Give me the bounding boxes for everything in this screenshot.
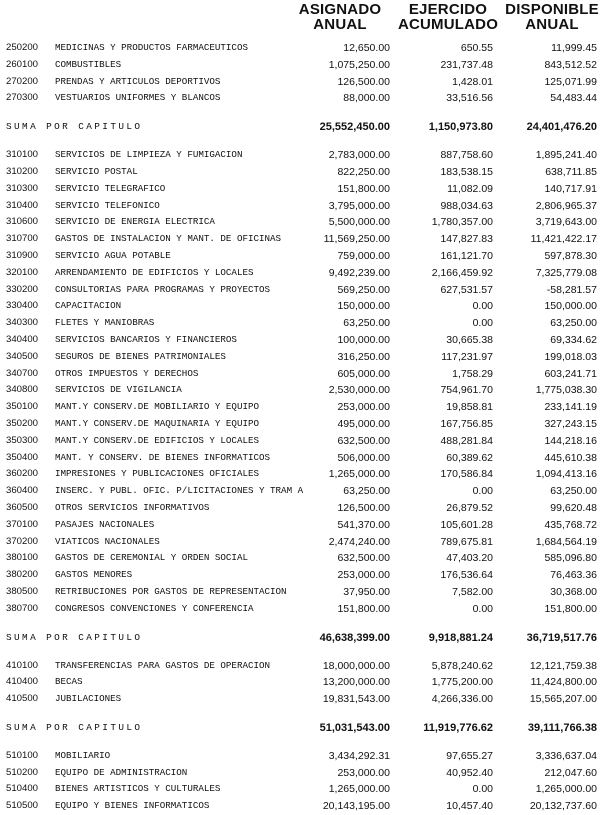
account-code: 340500 xyxy=(6,350,39,362)
account-code: 310300 xyxy=(6,182,39,194)
account-description: IMPRESIONES Y PUBLICACIONES OFICIALES xyxy=(55,468,259,480)
asignado-value: 2,530,000.00 xyxy=(328,384,390,397)
table-row xyxy=(0,691,600,708)
table-row xyxy=(0,181,600,198)
chapter-total-row xyxy=(0,116,600,138)
asignado-value: 506,000.00 xyxy=(337,451,390,464)
asignado-value: 759,000.00 xyxy=(337,249,390,262)
asignado-value: 126,500.00 xyxy=(337,501,390,514)
table-row xyxy=(0,674,600,691)
asignado-value: 3,795,000.00 xyxy=(328,199,390,212)
account-description: OTROS SERVICIOS INFORMATIVOS xyxy=(55,501,210,513)
account-code: 260100 xyxy=(6,58,39,70)
asignado-value: 632,500.00 xyxy=(337,552,390,565)
ejercido-value: 183,538.15 xyxy=(440,165,493,178)
table-row xyxy=(0,164,600,181)
account-code: 270200 xyxy=(6,75,39,87)
disponible-value: 603,241.71 xyxy=(544,367,597,380)
chapter-total-label: SUMA POR CAPITULO xyxy=(6,631,143,643)
account-code: 330200 xyxy=(6,283,39,295)
asignado-value: 253,000.00 xyxy=(337,766,390,779)
ejercido-value: 231,737.48 xyxy=(440,58,493,71)
disponible-value: 7,325,779.08 xyxy=(535,266,597,279)
ejercido-value: 167,756.85 xyxy=(440,417,493,430)
asignado-value: 63,250.00 xyxy=(343,485,390,498)
asignado-value: 88,000.00 xyxy=(343,92,390,105)
disponible-value: 99,620.48 xyxy=(550,501,597,514)
ejercido-value: 754,961.70 xyxy=(440,384,493,397)
disponible-value: 3,719,643.00 xyxy=(535,216,597,229)
account-code: 380500 xyxy=(6,585,39,597)
account-description: VESTUARIOS UNIFORMES Y BLANCOS xyxy=(55,92,221,104)
asignado-value: 37,950.00 xyxy=(343,585,390,598)
disponible-value: 2,806,965.37 xyxy=(535,199,597,212)
table-row xyxy=(0,550,600,567)
account-code: 350300 xyxy=(6,434,39,446)
account-code: 380700 xyxy=(6,602,39,614)
total-asignado-value: 51,031,543.00 xyxy=(319,721,390,734)
header-ejercido-line1: EJERCIDO xyxy=(408,1,488,18)
account-description: RETRIBUCIONES POR GASTOS DE REPRESENTACION xyxy=(55,585,287,597)
disponible-value: 11,421,422.17 xyxy=(530,233,597,246)
table-row xyxy=(0,584,600,601)
disponible-value: 125,071.99 xyxy=(544,75,597,88)
ejercido-value: 40,952.40 xyxy=(446,766,493,779)
total-ejercido-value: 11,919,776.62 xyxy=(423,721,493,734)
table-row xyxy=(0,416,600,433)
account-code: 360400 xyxy=(6,485,39,497)
account-description: FLETES Y MANIOBRAS xyxy=(55,317,155,329)
account-code: 350200 xyxy=(6,417,39,429)
account-description: PASAJES NACIONALES xyxy=(55,518,155,530)
ejercido-value: 5,878,240.62 xyxy=(431,659,493,672)
asignado-value: 605,000.00 xyxy=(337,367,390,380)
total-disponible-value: 36,719,517.76 xyxy=(526,631,597,644)
ejercido-value: 147,827.83 xyxy=(440,233,493,246)
disponible-value: 445,610.38 xyxy=(544,451,597,464)
table-row xyxy=(0,748,600,765)
table-row xyxy=(0,231,600,248)
ejercido-value: 170,586.84 xyxy=(440,468,493,481)
disponible-value: 1,265,000.00 xyxy=(535,783,597,796)
table-row xyxy=(0,567,600,584)
ejercido-value: 7,582.00 xyxy=(452,585,493,598)
account-description: SERVICIO TELEFONICO xyxy=(55,199,160,211)
account-description: MOBILIARIO xyxy=(55,749,111,761)
account-description: CONGRESOS CONVENCIONES Y CONFERENCIA xyxy=(55,602,254,614)
disponible-value: 30,368.00 xyxy=(550,585,597,598)
account-code: 410500 xyxy=(6,693,39,705)
disponible-value: -58,281.57 xyxy=(546,283,597,296)
account-description: CAPACITACION xyxy=(55,300,122,312)
table-row xyxy=(0,282,600,299)
account-description: MANT.Y CONSERV.DE EDIFICIOS Y LOCALES xyxy=(55,434,259,446)
ejercido-value: 11,082.09 xyxy=(447,182,493,195)
ejercido-value: 47,403.20 xyxy=(446,552,493,565)
table-row xyxy=(0,248,600,265)
account-code: 370100 xyxy=(6,518,39,530)
table-row xyxy=(0,40,600,57)
asignado-value: 1,265,000.00 xyxy=(328,468,390,481)
header-asignado-line2: ANUAL xyxy=(313,16,367,33)
disponible-value: 76,463.36 xyxy=(550,569,597,582)
ejercido-value: 60,389.62 xyxy=(446,451,493,464)
disponible-value: 327,243.15 xyxy=(544,417,597,430)
table-row xyxy=(0,298,600,315)
account-description: EQUIPO Y BIENES INFORMATICOS xyxy=(55,800,210,812)
account-description: EQUIPO DE ADMINISTRACION xyxy=(55,766,188,778)
account-code: 350100 xyxy=(6,401,39,413)
header-disponible-line1: DISPONIBLE xyxy=(505,1,599,18)
disponible-value: 1,775,038.30 xyxy=(535,384,597,397)
total-disponible-value: 24,401,476.20 xyxy=(526,121,597,134)
asignado-value: 150,000.00 xyxy=(337,300,390,313)
table-row xyxy=(0,466,600,483)
ejercido-value: 0.00 xyxy=(472,317,493,330)
ejercido-value: 1,428.01 xyxy=(452,75,493,88)
header-ejercido-acumulado xyxy=(392,2,504,32)
disponible-value: 199,018.03 xyxy=(544,350,597,363)
account-code: 360500 xyxy=(6,501,39,513)
ejercido-value: 161,121.70 xyxy=(440,249,493,262)
asignado-value: 632,500.00 xyxy=(337,434,390,447)
asignado-value: 1,075,250.00 xyxy=(328,58,390,71)
account-code: 310100 xyxy=(6,149,39,161)
asignado-value: 151,800.00 xyxy=(337,182,390,195)
disponible-value: 63,250.00 xyxy=(550,317,597,330)
account-code: 410400 xyxy=(6,676,39,688)
disponible-value: 435,768.72 xyxy=(544,518,597,531)
table-row xyxy=(0,382,600,399)
account-code: 310200 xyxy=(6,165,39,177)
ejercido-value: 789,675.81 xyxy=(440,535,493,548)
account-description: VIATICOS NACIONALES xyxy=(55,535,160,547)
table-row xyxy=(0,349,600,366)
account-description: SEGUROS DE BIENES PATRIMONIALES xyxy=(55,350,226,362)
table-row xyxy=(0,214,600,231)
asignado-value: 253,000.00 xyxy=(337,569,390,582)
table-row xyxy=(0,483,600,500)
asignado-value: 126,500.00 xyxy=(337,75,390,88)
ejercido-value: 0.00 xyxy=(472,300,493,313)
table-row xyxy=(0,74,600,91)
asignado-value: 1,265,000.00 xyxy=(328,783,390,796)
account-description: MANT.Y CONSERV.DE MOBILIARIO Y EQUIPO xyxy=(55,401,259,413)
asignado-value: 541,370.00 xyxy=(337,518,390,531)
asignado-value: 2,474,240.00 xyxy=(328,535,390,548)
account-code: 320100 xyxy=(6,266,39,278)
ejercido-value: 2,166,459.92 xyxy=(431,266,493,279)
asignado-value: 19,831,543.00 xyxy=(322,693,390,706)
account-description: BECAS xyxy=(55,676,83,688)
account-code: 380200 xyxy=(6,569,39,581)
account-description: INSERC. Y PUBL. OFIC. P/LICITACIONES Y TRAM A xyxy=(55,485,304,497)
budget-table xyxy=(0,40,600,815)
account-code: 510100 xyxy=(6,749,39,761)
account-description: PRENDAS Y ARTICULOS DEPORTIVOS xyxy=(55,75,221,87)
disponible-value: 1,094,413.16 xyxy=(535,468,597,481)
account-code: 510200 xyxy=(6,766,39,778)
account-description: SERVICIOS DE VIGILANCIA xyxy=(55,384,182,396)
header-disponible-line2: ANUAL xyxy=(525,16,579,33)
account-code: 380100 xyxy=(6,552,39,564)
account-code: 340700 xyxy=(6,367,39,379)
asignado-value: 9,492,239.00 xyxy=(328,266,390,279)
disponible-value: 638,711.85 xyxy=(545,165,597,178)
ejercido-value: 1,758.29 xyxy=(452,367,493,380)
header-ejercido-line2: ACUMULADO xyxy=(397,16,499,33)
ejercido-value: 650.55 xyxy=(460,42,493,54)
chapter-total-label: SUMA POR CAPITULO xyxy=(6,121,143,133)
disponible-value: 585,096.80 xyxy=(544,552,597,565)
disponible-value: 1,684,564.19 xyxy=(535,535,597,548)
asignado-value: 495,000.00 xyxy=(337,417,390,430)
ejercido-value: 0.00 xyxy=(472,602,493,615)
asignado-value: 822,250.00 xyxy=(337,165,390,178)
asignado-value: 11,569,250.00 xyxy=(323,233,390,246)
table-row xyxy=(0,450,600,467)
account-description: GASTOS DE CEREMONIAL Y ORDEN SOCIAL xyxy=(55,552,248,564)
chapter-total-row xyxy=(0,627,600,649)
account-description: OTROS IMPUESTOS Y DERECHOS xyxy=(55,367,199,379)
disponible-value: 843,512.52 xyxy=(544,58,597,71)
account-description: BIENES ARTISTICOS Y CULTURALES xyxy=(55,783,221,795)
account-description: SERVICIO DE ENERGIA ELECTRICA xyxy=(55,216,215,228)
disponible-value: 69,334.62 xyxy=(550,333,597,346)
ejercido-value: 33,516.56 xyxy=(446,92,493,105)
account-code: 510500 xyxy=(6,800,39,812)
account-description: TRANSFERENCIAS PARA GASTOS DE OPERACION xyxy=(55,659,271,671)
disponible-value: 597,878.30 xyxy=(544,249,597,262)
account-code: 310900 xyxy=(6,249,39,261)
ejercido-value: 117,231.97 xyxy=(441,350,493,363)
table-row xyxy=(0,90,600,107)
disponible-value: 233,141.19 xyxy=(544,401,597,414)
account-code: 310400 xyxy=(6,199,39,211)
account-code: 330400 xyxy=(6,300,39,312)
table-row xyxy=(0,399,600,416)
table-row xyxy=(0,198,600,215)
account-description: GASTOS DE INSTALACION Y MANT. DE OFICINAS xyxy=(55,233,282,245)
table-row xyxy=(0,658,600,675)
ejercido-value: 10,457.40 xyxy=(446,800,493,813)
ejercido-value: 1,775,200.00 xyxy=(431,676,493,689)
ejercido-value: 988,034.63 xyxy=(440,199,493,212)
asignado-value: 2,783,000.00 xyxy=(328,149,390,162)
disponible-value: 140,717.91 xyxy=(544,182,597,195)
total-ejercido-value: 1,150,973.80 xyxy=(428,121,493,134)
account-code: 350400 xyxy=(6,451,39,463)
asignado-value: 151,800.00 xyxy=(337,602,390,615)
header-disponible-anual xyxy=(498,2,600,32)
total-disponible-value: 39,111,766.38 xyxy=(527,721,597,734)
ejercido-value: 887,758.60 xyxy=(440,149,493,162)
table-row xyxy=(0,265,600,282)
ejercido-value: 105,601.28 xyxy=(440,518,493,531)
asignado-value: 13,200,000.00 xyxy=(322,676,390,689)
asignado-value: 253,000.00 xyxy=(337,401,390,414)
account-code: 510400 xyxy=(6,783,39,795)
header-asignado-line1: ASIGNADO xyxy=(298,1,382,18)
ejercido-value: 0.00 xyxy=(472,783,493,796)
table-row xyxy=(0,147,600,164)
disponible-value: 151,800.00 xyxy=(544,602,597,615)
ejercido-value: 176,536.64 xyxy=(440,569,493,582)
table-row xyxy=(0,517,600,534)
table-row xyxy=(0,765,600,782)
account-description: SERVICIO TELEGRAFICO xyxy=(55,182,166,194)
account-description: ARRENDAMIENTO DE EDIFICIOS Y LOCALES xyxy=(55,266,254,278)
total-ejercido-value: 9,918,881.24 xyxy=(428,631,493,644)
ejercido-value: 1,780,357.00 xyxy=(431,216,493,229)
disponible-value: 11,999.45 xyxy=(551,42,597,54)
account-description: SERVICIO POSTAL xyxy=(55,165,138,177)
account-code: 310700 xyxy=(6,233,39,245)
chapter-total-row xyxy=(0,717,600,739)
table-row xyxy=(0,366,600,383)
disponible-value: 3,336,637.04 xyxy=(535,749,597,762)
table-row xyxy=(0,332,600,349)
table-row xyxy=(0,57,600,74)
disponible-value: 1,895,241.40 xyxy=(535,149,597,162)
account-description: GASTOS MENORES xyxy=(55,569,133,581)
account-code: 340800 xyxy=(6,384,39,396)
account-code: 340300 xyxy=(6,317,39,329)
account-code: 370200 xyxy=(6,535,39,547)
total-asignado-value: 25,552,450.00 xyxy=(319,121,390,134)
table-row xyxy=(0,601,600,618)
account-description: MEDICINAS Y PRODUCTOS FARMACEUTICOS xyxy=(55,42,248,53)
disponible-value: 54,483.44 xyxy=(550,92,597,105)
ejercido-value: 30,665.38 xyxy=(446,333,493,346)
table-row xyxy=(0,315,600,332)
header-asignado-anual xyxy=(285,2,395,32)
chapter-total-label: SUMA POR CAPITULO xyxy=(6,721,143,733)
column-headers xyxy=(0,2,600,40)
total-asignado-value: 46,638,399.00 xyxy=(319,631,390,644)
account-code: 360200 xyxy=(6,468,39,480)
account-code: 270300 xyxy=(6,92,39,104)
account-code: 410100 xyxy=(6,659,39,671)
table-row xyxy=(0,798,600,815)
disponible-value: 212,047.60 xyxy=(544,766,597,779)
disponible-value: 12,121,759.38 xyxy=(529,659,597,672)
table-row xyxy=(0,433,600,450)
disponible-value: 20,132,737.60 xyxy=(529,800,597,813)
table-row xyxy=(0,781,600,798)
disponible-value: 15,565,207.00 xyxy=(529,693,597,706)
account-code: 250200 xyxy=(6,42,39,53)
account-description: SERVICIOS BANCARIOS Y FINANCIEROS xyxy=(55,333,237,345)
ejercido-value: 627,531.57 xyxy=(440,283,493,296)
account-description: CONSULTORIAS PARA PROGRAMAS Y PROYECTOS xyxy=(55,283,271,295)
disponible-value: 144,218.16 xyxy=(544,434,597,447)
ejercido-value: 97,655.27 xyxy=(446,749,493,762)
account-description: JUBILACIONES xyxy=(55,693,122,705)
account-description: MANT.Y CONSERV.DE MAQUINARIA Y EQUIPO xyxy=(55,417,259,429)
asignado-value: 12,650.00 xyxy=(343,42,390,54)
table-row xyxy=(0,534,600,551)
ejercido-value: 488,281.84 xyxy=(440,434,493,447)
disponible-value: 11,424,800.00 xyxy=(530,676,597,689)
asignado-value: 316,250.00 xyxy=(337,350,390,363)
asignado-value: 63,250.00 xyxy=(343,317,390,330)
asignado-value: 569,250.00 xyxy=(337,283,390,296)
asignado-value: 18,000,000.00 xyxy=(322,659,390,672)
disponible-value: 63,250.00 xyxy=(550,485,597,498)
ejercido-value: 26,879.52 xyxy=(446,501,493,514)
ejercido-value: 19,858.81 xyxy=(446,401,493,414)
asignado-value: 3,434,292.31 xyxy=(328,749,390,762)
account-description: SERVICIOS DE LIMPIEZA Y FUMIGACION xyxy=(55,149,243,161)
asignado-value: 5,500,000.00 xyxy=(328,216,390,229)
account-description: SERVICIO AGUA POTABLE xyxy=(55,249,171,261)
account-code: 310600 xyxy=(6,216,39,228)
disponible-value: 150,000.00 xyxy=(544,300,597,313)
ejercido-value: 4,266,336.00 xyxy=(431,693,493,706)
account-code: 340400 xyxy=(6,333,39,345)
asignado-value: 100,000.00 xyxy=(337,333,390,346)
account-description: COMBUSTIBLES xyxy=(55,58,122,70)
asignado-value: 20,143,195.00 xyxy=(322,800,390,813)
account-description: MANT. Y CONSERV. DE BIENES INFORMATICOS xyxy=(55,451,271,463)
table-row xyxy=(0,500,600,517)
ejercido-value: 0.00 xyxy=(472,485,493,498)
